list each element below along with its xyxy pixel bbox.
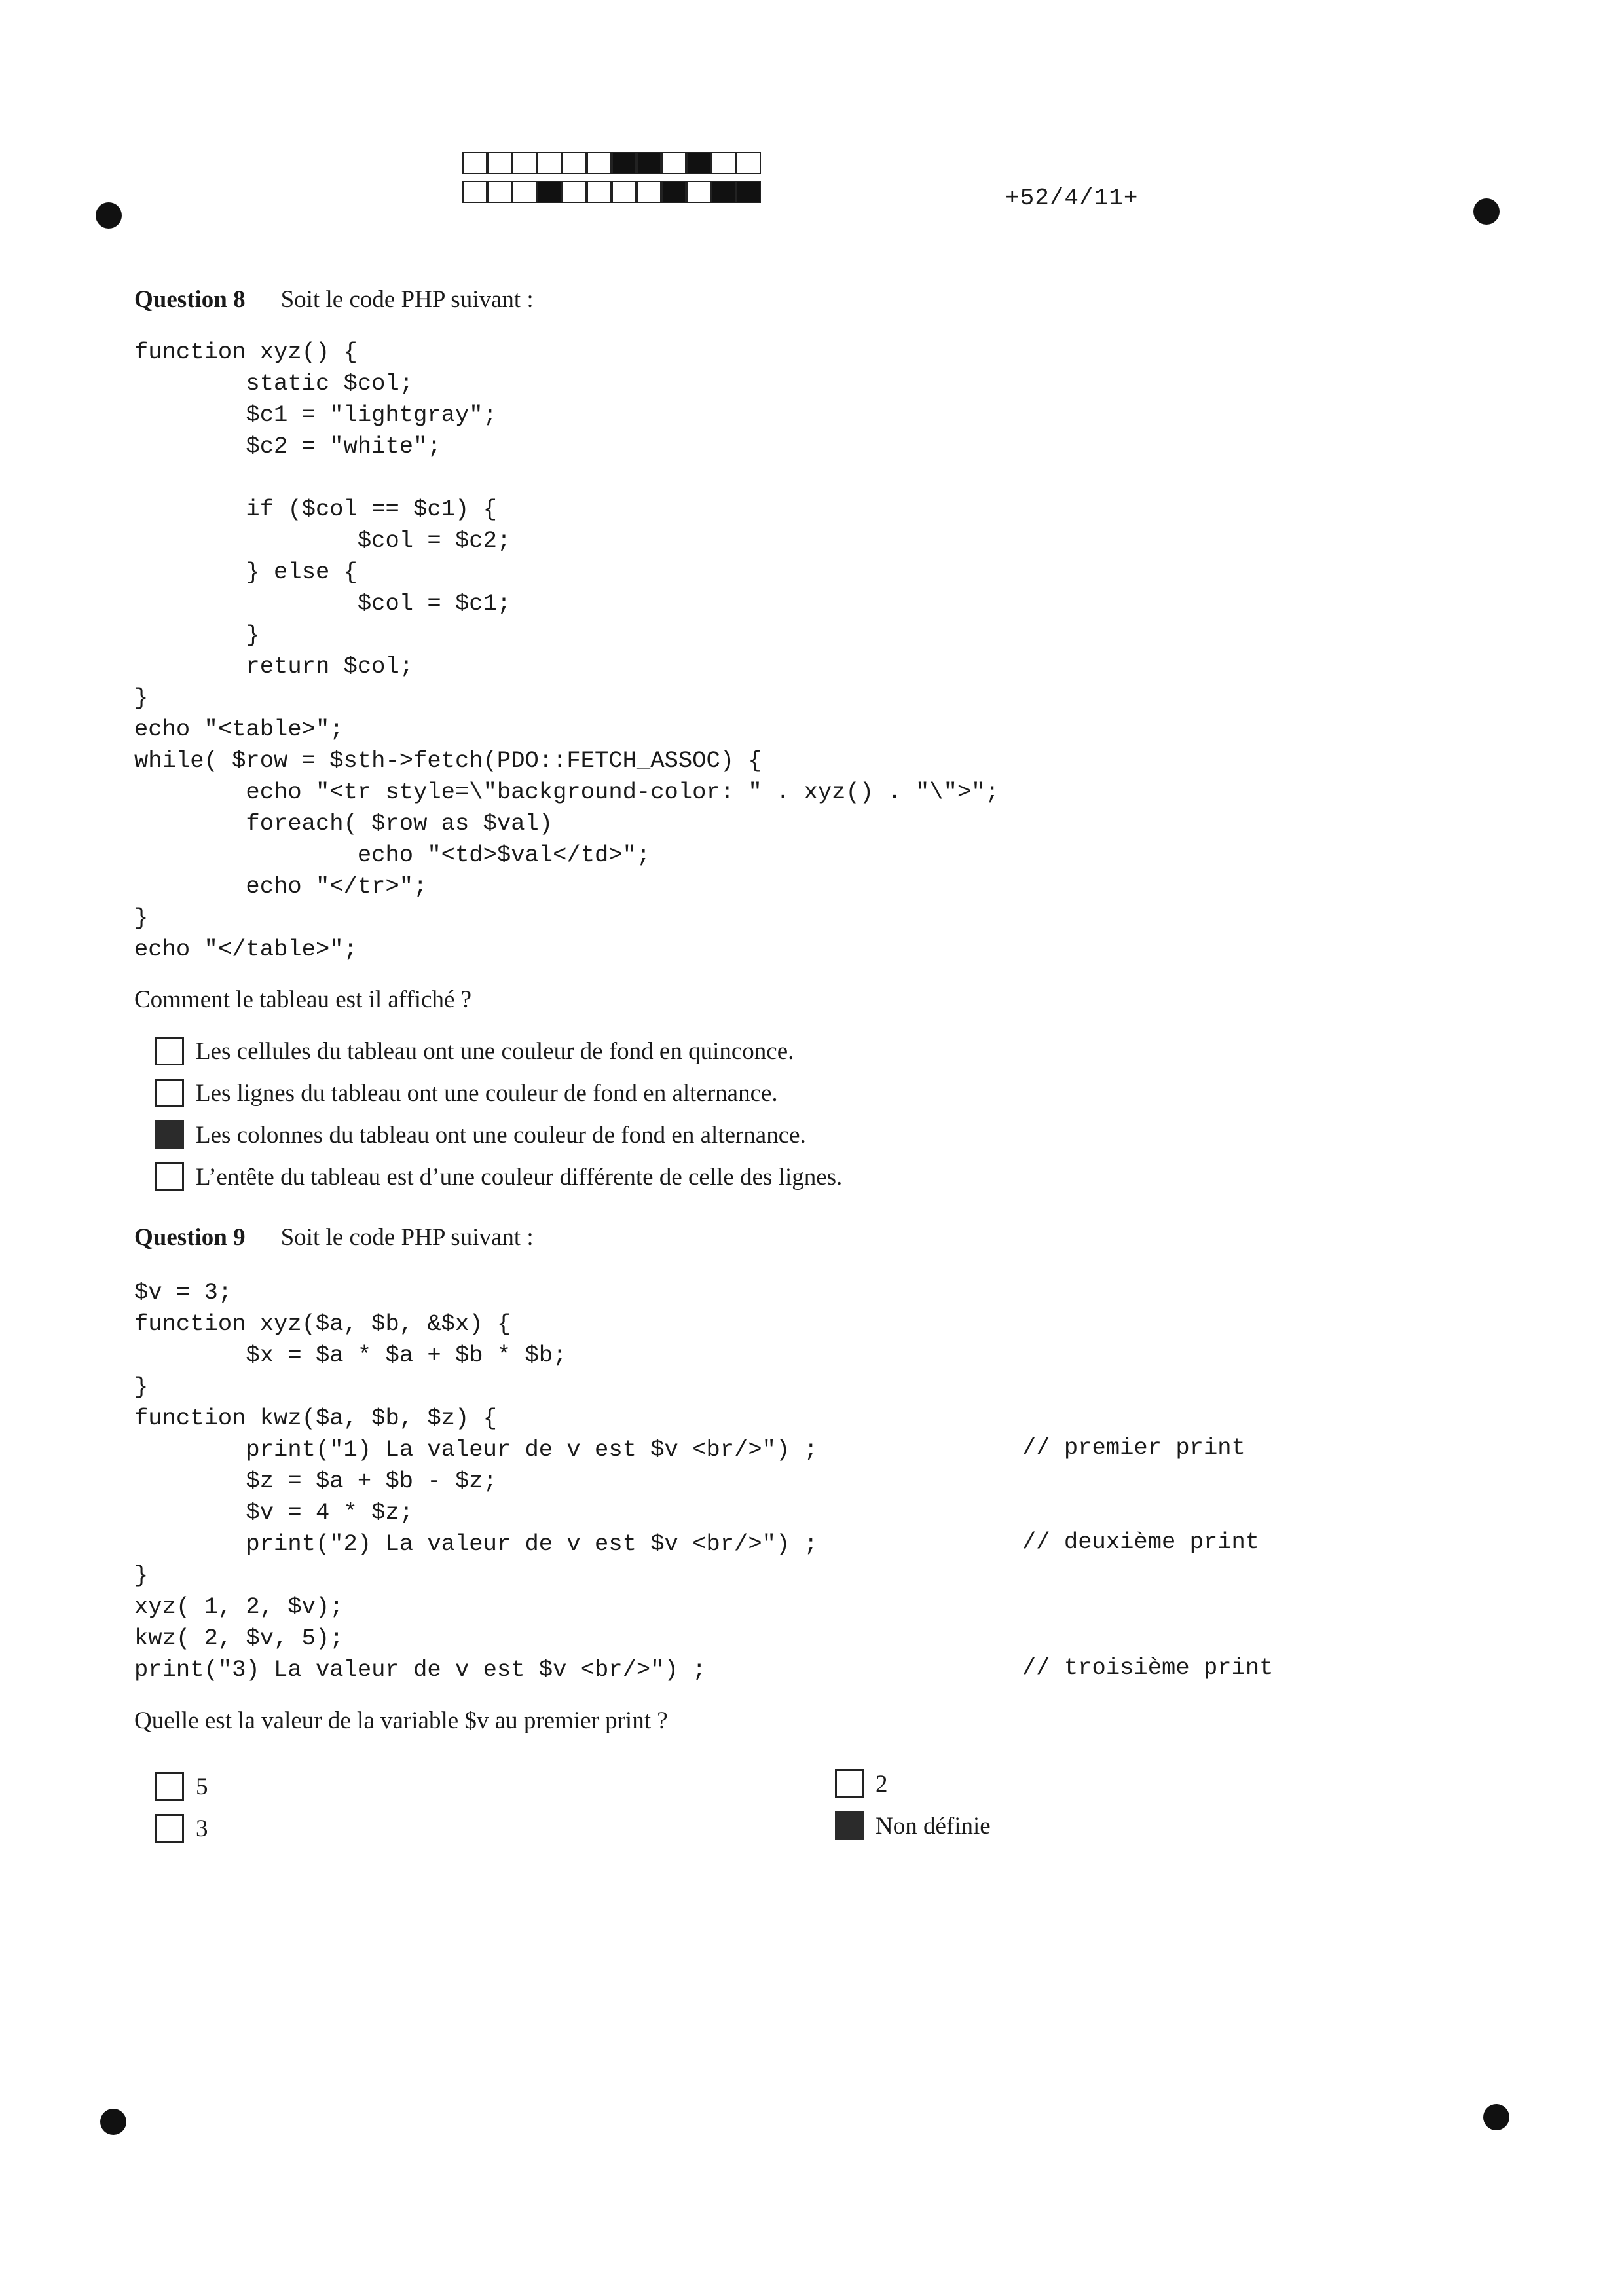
code-line: $c1 = "lightgray"; <box>134 401 497 428</box>
barcode-bottom-cell <box>537 181 562 203</box>
option-label: Non définie <box>876 1812 991 1840</box>
barcode-row-top <box>462 152 761 177</box>
q8-option-4[interactable] <box>155 1162 842 1191</box>
question-8-prompt: Comment le tableau est il affiché ? <box>134 986 472 1013</box>
code-line: $x = $a * $a + $b * $b; <box>134 1342 567 1369</box>
code-line: $col = $c1; <box>134 590 511 617</box>
code-line: print("3) La valeur de v est $v <br/>") ; <box>134 1656 707 1683</box>
code-line: $v = 4 * $z; <box>134 1499 414 1526</box>
q8-option-3[interactable] <box>155 1120 806 1149</box>
code-line: $z = $a + $b - $z; <box>134 1468 497 1494</box>
registration-mark-bottom-left <box>100 2109 126 2135</box>
option-label: 2 <box>876 1770 888 1798</box>
code-line: } <box>134 1562 149 1589</box>
registration-mark-top-right <box>1473 198 1500 225</box>
barcode-bottom-cell <box>637 181 661 203</box>
option-label: 3 <box>196 1815 208 1842</box>
code-line: } <box>134 904 149 931</box>
question-intro: Soit le code PHP suivant : <box>280 286 534 313</box>
code-line: return $col; <box>134 653 414 680</box>
question-intro: Soit le code PHP suivant : <box>280 1224 534 1251</box>
checkbox[interactable] <box>155 1814 184 1843</box>
q8-option-2[interactable] <box>155 1079 778 1107</box>
registration-mark-top-left <box>96 202 122 229</box>
barcode-bottom-cell <box>562 181 587 203</box>
code-line: } <box>134 684 149 711</box>
barcode-bottom-cell <box>587 181 612 203</box>
code-line: function xyz($a, $b, &$x) { <box>134 1310 511 1337</box>
barcode-top-cell <box>537 152 562 174</box>
question-number: Question 9 <box>134 1224 246 1251</box>
q9-option-5[interactable] <box>155 1772 208 1801</box>
question-8-heading <box>134 286 534 314</box>
checkbox[interactable] <box>155 1037 184 1065</box>
code-line: $c2 = "white"; <box>134 433 441 460</box>
barcode-top-cell <box>711 152 736 174</box>
code-line: echo "<table>"; <box>134 716 344 743</box>
code-line: xyz( 1, 2, $v); <box>134 1593 344 1620</box>
question-9-prompt: Quelle est la valeur de la variable $v au premier print ? <box>134 1707 668 1734</box>
barcode-top-cell <box>562 152 587 174</box>
barcode-bottom-cell <box>487 181 512 203</box>
code-line: if ($col == $c1) { <box>134 496 497 523</box>
option-label: Les cellules du tableau ont une couleur de fond en quinconce. <box>196 1037 794 1065</box>
code-line: } else { <box>134 559 358 585</box>
option-label: 5 <box>196 1773 208 1800</box>
q9-option-2[interactable] <box>835 1769 888 1798</box>
comment-second-print: // deuxième print <box>1022 1528 1260 1555</box>
checkbox[interactable] <box>155 1120 184 1149</box>
code-line: echo "<tr style=\"background-color: " . xyz() . "\">"; <box>134 779 999 805</box>
barcode-top-cell <box>686 152 711 174</box>
barcode-top-cell <box>512 152 537 174</box>
checkbox[interactable] <box>835 1769 864 1798</box>
barcode-bottom-cell <box>612 181 637 203</box>
option-label: Les colonnes du tableau ont une couleur de fond en alternance. <box>196 1121 806 1149</box>
barcode-top-cell <box>587 152 612 174</box>
q8-option-1[interactable] <box>155 1037 794 1065</box>
code-line: function xyz() { <box>134 339 358 365</box>
code-line: kwz( 2, $v, 5); <box>134 1625 344 1652</box>
barcode-top-cell <box>487 152 512 174</box>
barcode-top-cell <box>462 152 487 174</box>
comment-first-print: // premier print <box>1022 1434 1246 1461</box>
code-line: foreach( $row as $val) <box>134 810 553 837</box>
question-9-heading <box>134 1223 534 1251</box>
barcode-top-cell <box>612 152 637 174</box>
checkbox[interactable] <box>155 1079 184 1107</box>
checkbox[interactable] <box>835 1811 864 1840</box>
comment-third-print: // troisième print <box>1022 1654 1274 1681</box>
code-line: echo "</tr>"; <box>134 873 428 900</box>
checkbox[interactable] <box>155 1772 184 1801</box>
registration-mark-bottom-right <box>1483 2104 1509 2130</box>
code-line: print("2) La valeur de v est $v <br/>") ; <box>134 1530 818 1557</box>
option-label: L’entête du tableau est d’une couleur différente de celle des lignes. <box>196 1163 843 1191</box>
checkbox[interactable] <box>155 1162 184 1191</box>
code-line: print("1) La valeur de v est $v <br/>") ; <box>134 1436 818 1463</box>
barcode-top-cell <box>637 152 661 174</box>
barcode-bottom-cell <box>686 181 711 203</box>
question-9-code <box>134 1277 818 1686</box>
q9-option-non-definie[interactable] <box>835 1811 991 1840</box>
code-line: } <box>134 621 260 648</box>
page-id: +52/4/11+ <box>1005 185 1139 212</box>
page-barcode <box>462 152 761 210</box>
code-line: static $col; <box>134 370 414 397</box>
code-line: $col = $c2; <box>134 527 511 554</box>
barcode-bottom-cell <box>661 181 686 203</box>
barcode-bottom-cell <box>512 181 537 203</box>
question-number: Question 8 <box>134 286 246 313</box>
code-line: } <box>134 1373 149 1400</box>
code-line: echo "<td>$val</td>"; <box>134 842 651 868</box>
q9-option-3[interactable] <box>155 1814 208 1843</box>
barcode-top-cell <box>736 152 761 174</box>
barcode-row-bottom <box>462 181 761 206</box>
code-line: $v = 3; <box>134 1279 232 1306</box>
option-label: Les lignes du tableau ont une couleur de fond en alternance. <box>196 1079 778 1107</box>
barcode-bottom-cell <box>736 181 761 203</box>
barcode-bottom-cell <box>711 181 736 203</box>
code-line: function kwz($a, $b, $z) { <box>134 1405 497 1432</box>
code-line <box>134 462 999 494</box>
barcode-top-cell <box>661 152 686 174</box>
barcode-bottom-cell <box>462 181 487 203</box>
question-8-code <box>134 337 999 965</box>
code-line: echo "</table>"; <box>134 936 358 963</box>
code-line: while( $row = $sth->fetch(PDO::FETCH_ASSOC) { <box>134 747 762 774</box>
